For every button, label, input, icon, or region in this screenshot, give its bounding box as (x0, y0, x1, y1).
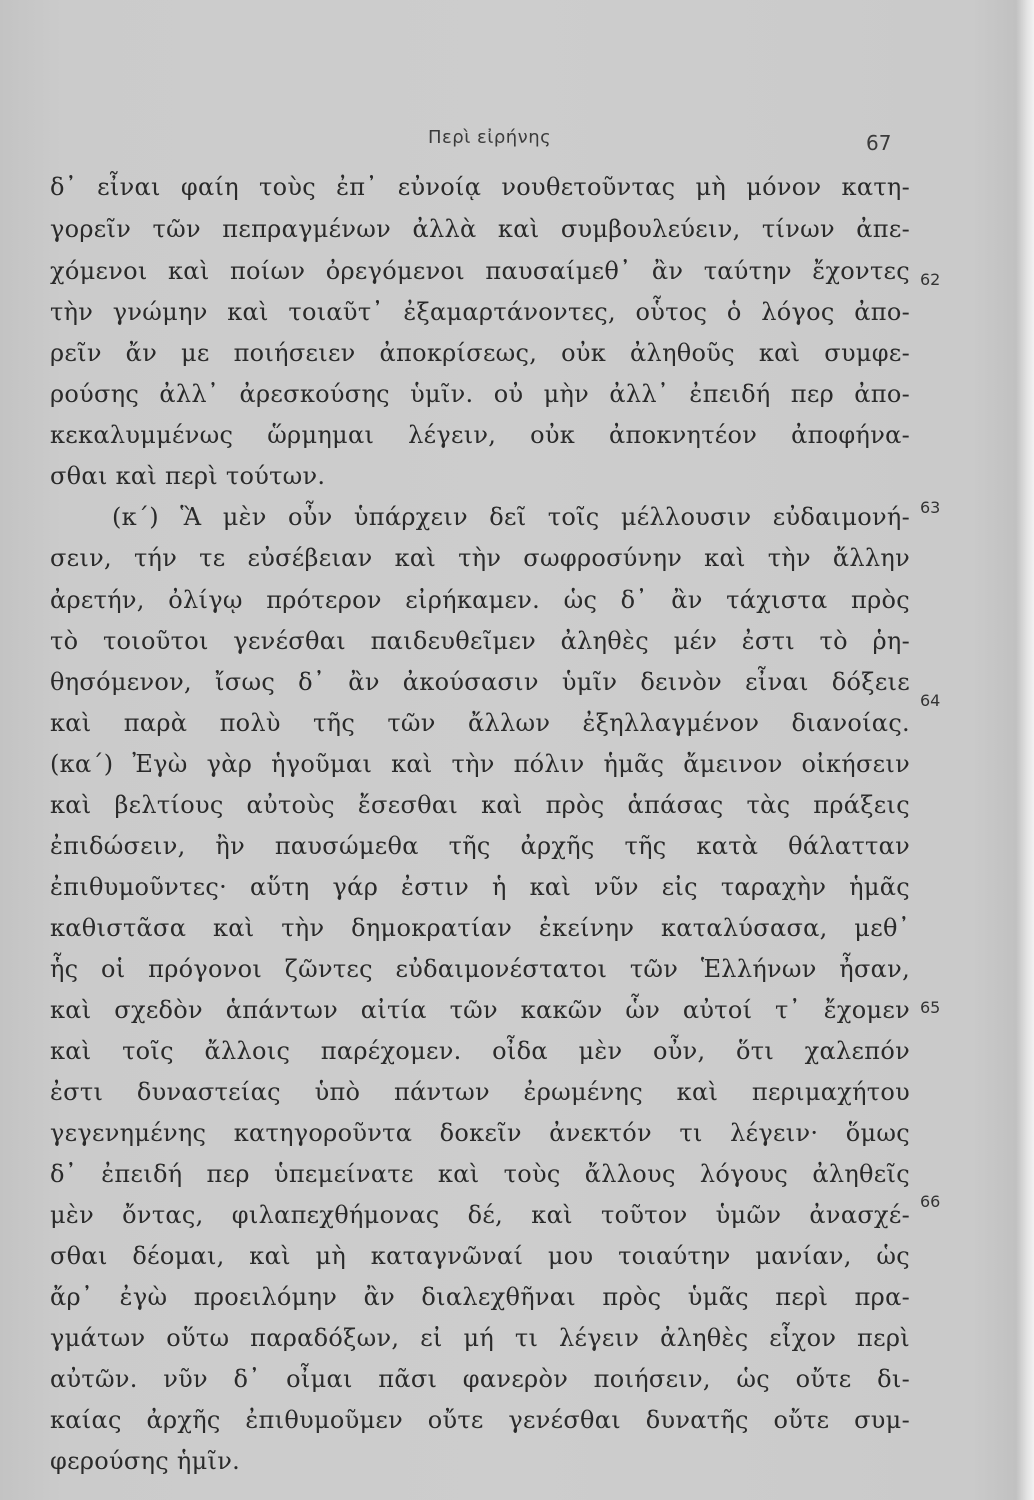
text-line: δ᾽ εἶναι φαίη τοὺς ἐπ᾽ εὐνοίᾳ νουθετοῦντας μὴ μόνον κατη- (50, 173, 910, 201)
text-line: γμάτων οὕτω παραδόξων, εἰ μή τι λέγειν ἀληθὲς εἶχον περὶ (50, 1324, 910, 1352)
text-line: χόμενοι καὶ ποίων ὀρεγόμενοι παυσαίμεθ᾽ ἂν ταύτην ἔχοντες (50, 257, 910, 285)
page-number: 67 (866, 131, 892, 155)
text-line: θησόμενον, ἴσως δ᾽ ἂν ἀκούσασιν ὑμῖν δεινὸν εἶναι δόξειε (50, 668, 910, 696)
text-line: καὶ βελτίους αὐτοὺς ἔσεσθαι καὶ πρὸς ἁπάσας τὰς πράξεις (50, 791, 910, 819)
text-line: σθαι δέομαι, καὶ μὴ καταγνῶναί μου τοιαύτην μανίαν, ὡς (50, 1242, 910, 1270)
margin-section-number: 62 (920, 270, 941, 289)
text-line: αὐτῶν. νῦν δ᾽ οἶμαι πᾶσι φανερὸν ποιήσειν, ὡς οὔτε δι- (50, 1365, 910, 1393)
text-line: γορεῖν τῶν πεπραγμένων ἀλλὰ καὶ συμβουλεύειν, τίνων ἀπε- (50, 215, 910, 243)
text-line: κεκαλυμμένως ὥρμημαι λέγειν, οὐκ ἀποκνητέον ἀποφήνα- (50, 421, 910, 449)
text-line: ἐστι δυναστείας ὑπὸ πάντων ἐρωμένης καὶ περιμαχήτου (50, 1078, 910, 1106)
margin-section-number: 63 (920, 498, 941, 517)
text-line: φερούσης ἡμῖν. (50, 1447, 241, 1475)
text-line: ἀρετήν, ὀλίγῳ πρότερον εἰρήκαμεν. ὡς δ᾽ ἂν τάχιστα πρὸς (50, 586, 910, 614)
text-line: γεγενημένης κατηγοροῦντα δοκεῖν ἀνεκτόν τι λέγειν· ὅμως (50, 1119, 910, 1147)
text-line: σθαι καὶ περὶ τούτων. (50, 462, 326, 490)
text-line: ἧς οἱ πρόγονοι ζῶντες εὐδαιμονέστατοι τῶν Ἑλλήνων ἦσαν, (50, 955, 910, 983)
text-line: (κ΄) Ἃ μὲν οὖν ὑπάρχειν δεῖ τοῖς μέλλουσιν εὐδαιμονή- (112, 503, 910, 531)
text-line: καίας ἀρχῆς ἐπιθυμοῦμεν οὔτε γενέσθαι δυνατῆς οὔτε συμ- (50, 1406, 910, 1434)
text-line: τὸ τοιοῦτοι γενέσθαι παιδευθεῖμεν ἀληθὲς μέν ἐστι τὸ ῥη- (50, 627, 910, 655)
text-line: καὶ τοῖς ἄλλοις παρέχομεν. οἶδα μὲν οὖν, ὅτι χαλεπόν (50, 1037, 910, 1065)
running-title: Περὶ εἰρήνης (428, 127, 552, 148)
text-line: μὲν ὄντας, φιλαπεχθήμονας δέ, καὶ τοῦτον ὑμῶν ἀνασχέ- (50, 1201, 910, 1229)
text-line: δ᾽ ἐπειδή περ ὑπεμείνατε καὶ τοὺς ἄλλους λόγους ἀληθεῖς (50, 1160, 910, 1188)
text-line: καθιστᾶσα καὶ τὴν δημοκρατίαν ἐκείνην καταλύσασα, μεθ᾽ (50, 914, 910, 942)
margin-section-number: 64 (920, 691, 941, 710)
text-line: σειν, τήν τε εὐσέβειαν καὶ τὴν σωφροσύνην καὶ τὴν ἄλλην (50, 544, 910, 572)
text-line: ἐπιθυμοῦντες· αὕτη γάρ ἐστιν ἡ καὶ νῦν εἰς ταραχὴν ἡμᾶς (50, 873, 910, 901)
text-line: ἄρ᾽ ἐγὼ προειλόμην ἂν διαλεχθῆναι πρὸς ὑμᾶς περὶ πρα- (50, 1283, 910, 1311)
text-line: (κα΄) Ἐγὼ γὰρ ἡγοῦμαι καὶ τὴν πόλιν ἡμᾶς ἄμεινον οἰκήσειν (50, 750, 910, 778)
text-line: ρούσης ἀλλ᾽ ἀρεσκούσης ὑμῖν. οὐ μὴν ἀλλ᾽ ἐπειδή περ ἀπο- (50, 380, 910, 408)
text-line: τὴν γνώμην καὶ τοιαῦτ᾽ ἐξαμαρτάνοντες, οὗτος ὁ λόγος ἀπο- (50, 298, 910, 326)
text-line: καὶ παρὰ πολὺ τῆς τῶν ἄλλων ἐξηλλαγμένον διανοίας. (50, 709, 910, 737)
text-line: καὶ σχεδὸν ἁπάντων αἰτία τῶν κακῶν ὧν αὐτοί τ᾽ ἔχομεν (50, 996, 910, 1024)
text-line: ἐπιδώσειν, ἢν παυσώμεθα τῆς ἀρχῆς τῆς κατὰ θάλατταν (50, 832, 910, 860)
margin-section-number: 66 (920, 1192, 941, 1211)
text-line: ρεῖν ἄν με ποιήσειεν ἀποκρίσεως, οὐκ ἀληθοῦς καὶ συμφε- (50, 339, 910, 367)
margin-section-number: 65 (920, 998, 941, 1017)
